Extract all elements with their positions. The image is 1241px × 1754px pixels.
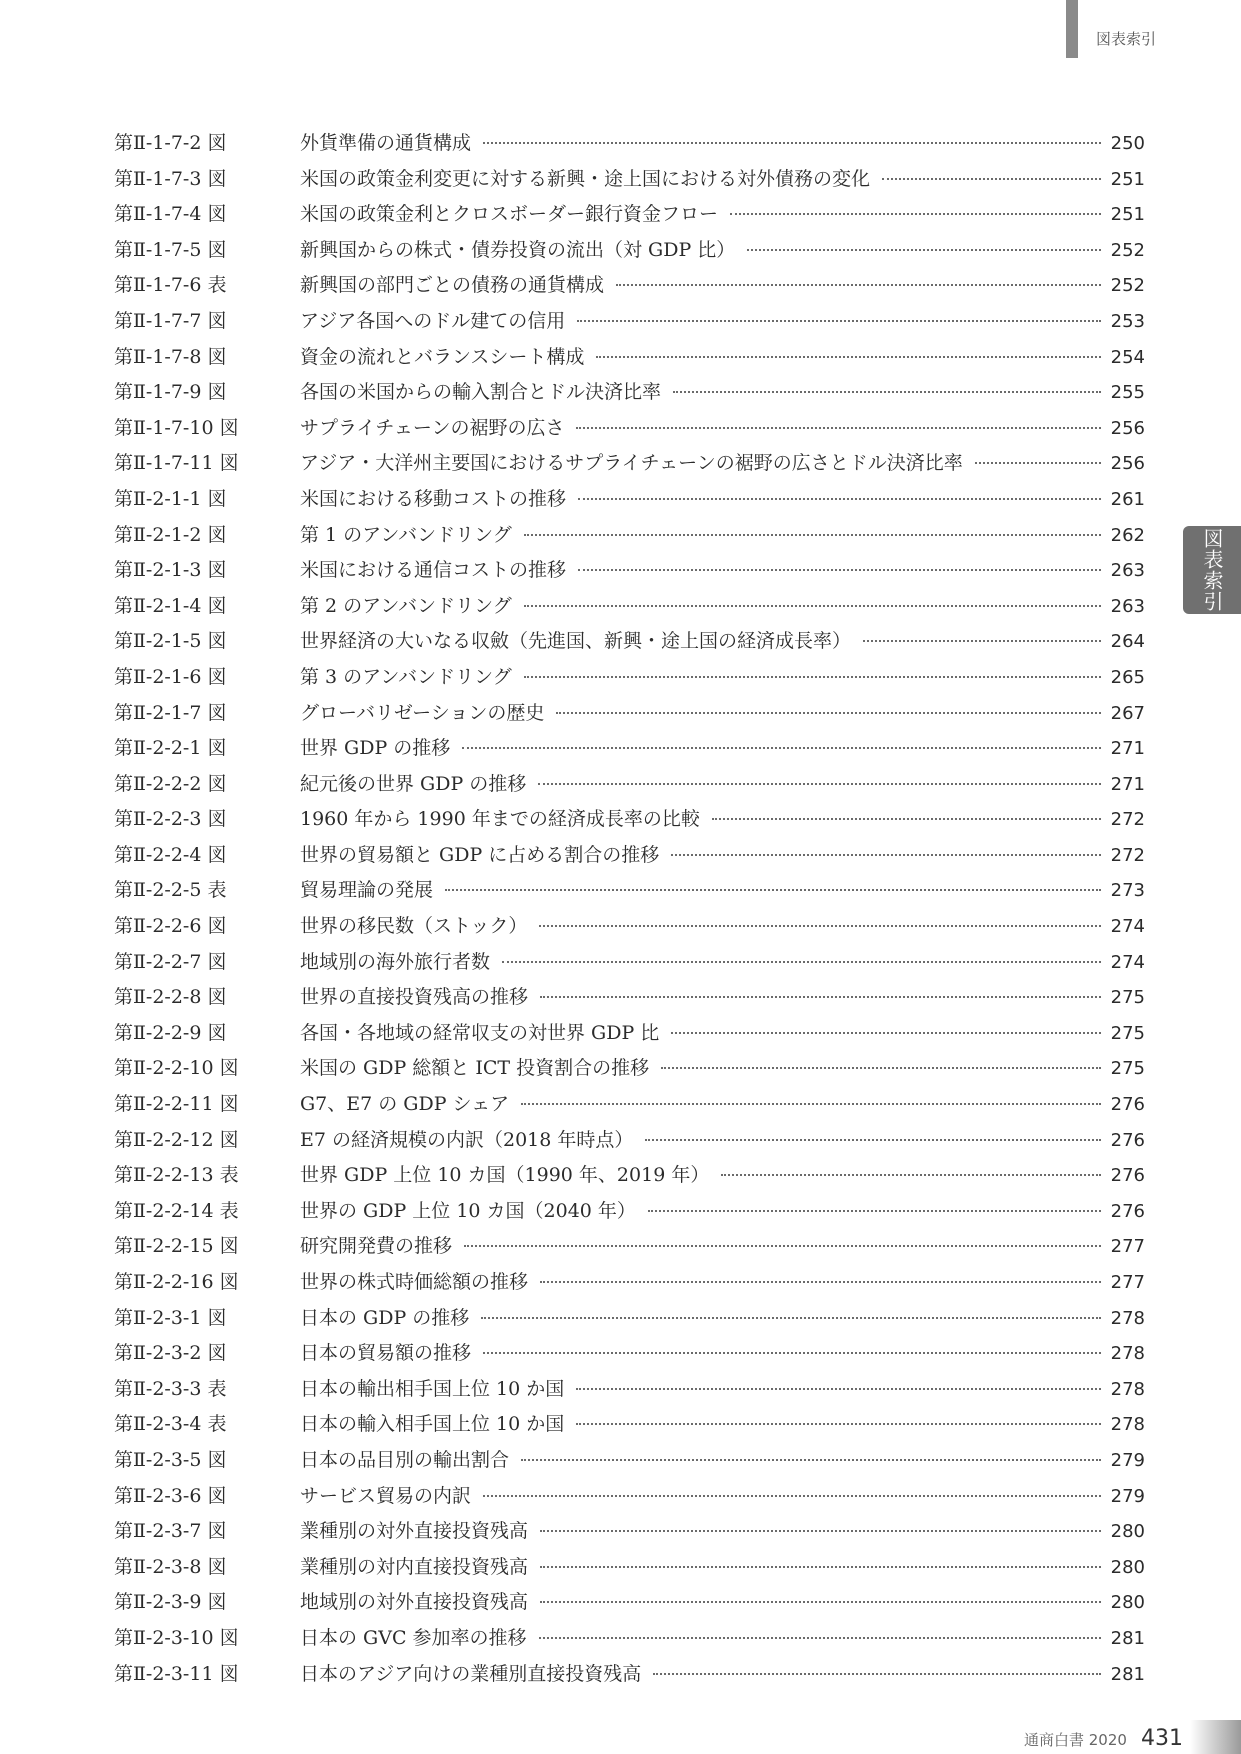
leader-dots: [540, 1601, 1101, 1603]
entry-page-number: 256: [1110, 417, 1145, 439]
entry-id: 第Ⅱ-2-2-4 図: [114, 843, 227, 866]
entry-title: 業種別の対外直接投資残高: [300, 1520, 529, 1543]
entry-page-number: 274: [1110, 951, 1145, 973]
entry-page-number: 278: [1110, 1343, 1145, 1365]
entry-id: 第Ⅱ-1-7-5 図: [114, 238, 227, 261]
entry-id: 第Ⅱ-1-7-3 図: [114, 167, 227, 190]
entry-id: 第Ⅱ-1-7-11 図: [114, 452, 239, 475]
leader-dots: [521, 1459, 1101, 1461]
leader-dots: [576, 427, 1100, 429]
leader-dots: [721, 1174, 1100, 1176]
toc-entry[interactable]: [114, 1196, 1145, 1232]
entry-id: 第Ⅱ-2-2-15 図: [114, 1235, 239, 1258]
entry-id: 第Ⅱ-2-2-8 図: [114, 986, 227, 1009]
entry-id: 第Ⅱ-2-2-7 図: [114, 950, 227, 973]
entry-page-number: 278: [1110, 1307, 1145, 1329]
entry-page-number: 279: [1110, 1485, 1145, 1507]
entry-title: 貿易理論の発展: [300, 879, 434, 902]
leader-dots: [712, 818, 1101, 820]
leader-dots: [661, 1067, 1101, 1069]
toc-entry[interactable]: [114, 1053, 1145, 1089]
entry-id: 第Ⅱ-2-3-7 図: [114, 1520, 227, 1543]
entry-id: 第Ⅱ-2-2-3 図: [114, 808, 227, 831]
toc-entry[interactable]: [114, 626, 1145, 662]
entry-title: 第 3 のアンバンドリング: [300, 665, 512, 688]
entry-title: 紀元後の世界 GDP の推移: [300, 772, 527, 795]
toc-entry[interactable]: [114, 306, 1145, 342]
leader-dots: [648, 1210, 1101, 1212]
entry-id: 第Ⅱ-2-2-16 図: [114, 1271, 239, 1293]
entry-title: 世界 GDP 上位 10 カ国（1990 年、2019 年）: [300, 1164, 710, 1187]
entry-title: 研究開発費の推移: [300, 1235, 453, 1258]
footer-page-number: 431: [1140, 1726, 1183, 1751]
entry-page-number: 271: [1110, 738, 1145, 760]
entry-id: 第Ⅱ-2-1-2 図: [114, 523, 227, 546]
leader-dots: [462, 747, 1100, 749]
entry-page-number: 263: [1110, 595, 1145, 617]
side-index-tab-label: 図表索引: [1200, 528, 1224, 612]
entry-page-number: 277: [1110, 1272, 1145, 1293]
entry-page-number: 252: [1110, 239, 1145, 261]
entry-title: 地域別の海外旅行者数: [300, 950, 491, 973]
entry-title: 世界の貿易額と GDP に占める割合の推移: [300, 843, 660, 866]
entry-id: 第Ⅱ-2-1-7 図: [114, 701, 227, 724]
entry-title: サプライチェーンの裾野の広さ: [300, 416, 565, 439]
entry-page-number: 255: [1110, 382, 1145, 404]
entry-id: 第Ⅱ-2-3-9 図: [114, 1591, 227, 1614]
entry-id: 第Ⅱ-1-7-4 図: [114, 203, 227, 226]
entry-id: 第Ⅱ-1-7-9 図: [114, 381, 227, 404]
entry-title: 米国の GDP 総額と ICT 投資割合の推移: [300, 1057, 650, 1080]
entry-page-number: 267: [1110, 702, 1145, 724]
entry-page-number: 278: [1110, 1378, 1145, 1400]
entry-page-number: 261: [1110, 488, 1145, 510]
leader-dots: [576, 1423, 1100, 1425]
toc-entry[interactable]: [114, 1516, 1145, 1552]
toc-entry[interactable]: [114, 199, 1145, 235]
entry-title: アジア各国へのドル建ての信用: [300, 309, 566, 332]
entry-title: 第 1 のアンバンドリング: [300, 523, 512, 546]
entry-title: 日本の GVC 参加率の推移: [300, 1626, 527, 1649]
leader-dots: [671, 854, 1100, 856]
toc-entry[interactable]: [114, 1018, 1145, 1054]
leader-dots: [540, 1566, 1101, 1568]
leader-dots: [540, 996, 1101, 998]
leader-dots: [524, 605, 1101, 607]
leader-dots: [483, 1495, 1101, 1497]
entry-title: 米国における移動コストの推移: [300, 487, 567, 510]
entry-id: 第Ⅱ-1-7-7 図: [114, 309, 227, 332]
entry-page-number: 271: [1110, 773, 1145, 795]
toc-entry[interactable]: [114, 1481, 1145, 1517]
side-index-tab[interactable]: [1183, 526, 1241, 614]
entry-title: 日本の輸出相手国上位 10 か国: [300, 1377, 565, 1400]
toc-entry[interactable]: [114, 270, 1145, 306]
entry-id: 第Ⅱ-2-1-4 図: [114, 594, 227, 617]
toc-entry[interactable]: [114, 448, 1145, 484]
entry-page-number: 251: [1110, 204, 1145, 226]
toc-entry[interactable]: [114, 555, 1145, 591]
entry-page-number: 277: [1110, 1236, 1145, 1258]
entry-page-number: 276: [1110, 1094, 1145, 1116]
page-footer: [1024, 1726, 1183, 1751]
entry-id: 第Ⅱ-2-3-3 表: [114, 1377, 227, 1400]
entry-title: E7 の経済規模の内訳（2018 年時点）: [300, 1128, 634, 1151]
leader-dots: [540, 1530, 1101, 1532]
entry-title: G7、E7 の GDP シェア: [300, 1093, 510, 1116]
leader-dots: [556, 712, 1100, 714]
toc-entry[interactable]: [114, 1089, 1145, 1125]
entry-page-number: 263: [1110, 560, 1145, 582]
toc-entry[interactable]: [114, 1160, 1145, 1196]
entry-page-number: 278: [1110, 1414, 1145, 1436]
toc-entry[interactable]: [114, 520, 1145, 556]
toc-entry[interactable]: [114, 1125, 1145, 1161]
footer-accent-bar: [1190, 1720, 1241, 1754]
entry-title: 各国・各地域の経常収支の対世界 GDP 比: [300, 1021, 660, 1044]
entry-page-number: 275: [1110, 987, 1145, 1009]
leader-dots: [747, 249, 1100, 251]
entry-page-number: 252: [1110, 275, 1145, 297]
entry-page-number: 253: [1110, 310, 1145, 332]
leader-dots: [539, 1637, 1101, 1639]
entry-title: 日本のアジア向けの業種別直接投資残高: [300, 1662, 642, 1685]
leader-dots: [483, 1352, 1101, 1354]
entry-title: 地域別の対外直接投資残高: [300, 1591, 529, 1614]
entry-page-number: 264: [1110, 631, 1145, 653]
entry-title: 各国の米国からの輸入割合とドル決済比率: [300, 381, 662, 404]
entry-id: 第Ⅱ-2-2-14 表: [114, 1199, 239, 1222]
leader-dots: [671, 1032, 1100, 1034]
entry-title: 世界の GDP 上位 10 カ国（2040 年）: [300, 1199, 636, 1222]
entry-title: 世界 GDP の推移: [300, 737, 451, 760]
entry-page-number: 276: [1110, 1129, 1145, 1151]
entry-page-number: 265: [1110, 666, 1145, 688]
entry-title: 世界経済の大いなる収斂（先進国、新興・途上国の経済成長率）: [300, 630, 852, 653]
leader-dots: [578, 569, 1101, 571]
entry-id: 第Ⅱ-2-1-6 図: [114, 665, 227, 688]
entry-id: 第Ⅱ-2-2-9 図: [114, 1021, 227, 1044]
entry-id: 第Ⅱ-2-3-10 図: [114, 1626, 239, 1649]
leader-dots: [540, 1281, 1101, 1283]
toc-entry[interactable]: [114, 1659, 1145, 1695]
entry-title: 新興国からの株式・債券投資の流出（対 GDP 比）: [300, 238, 736, 261]
entry-id: 第Ⅱ-2-2-2 図: [114, 772, 227, 795]
leader-dots: [577, 320, 1100, 322]
entry-id: 第Ⅱ-2-3-11 図: [114, 1662, 239, 1685]
entry-id: 第Ⅱ-2-3-8 図: [114, 1555, 227, 1578]
entry-title: 米国の政策金利とクロスボーダー銀行資金フロー: [300, 203, 719, 226]
entry-id: 第Ⅱ-2-3-5 図: [114, 1448, 227, 1471]
entry-page-number: 280: [1110, 1556, 1145, 1578]
entry-id: 第Ⅱ-2-2-6 図: [114, 915, 227, 938]
toc-entry[interactable]: [114, 377, 1145, 413]
leader-dots: [502, 961, 1101, 963]
toc-entry[interactable]: [114, 1267, 1145, 1303]
leader-dots: [975, 462, 1101, 464]
entry-page-number: 251: [1110, 168, 1145, 190]
entry-page-number: 275: [1110, 1058, 1145, 1080]
entry-page-number: 276: [1110, 1165, 1145, 1187]
leader-dots: [538, 783, 1100, 785]
leader-dots: [730, 213, 1101, 215]
entry-id: 第Ⅱ-2-2-10 図: [114, 1057, 239, 1080]
leader-dots: [882, 178, 1101, 180]
entry-title: 新興国の部門ごとの債務の通貨構成: [300, 274, 605, 297]
toc-entry[interactable]: [114, 1231, 1145, 1267]
entry-page-number: 281: [1110, 1663, 1145, 1685]
leader-dots: [576, 1388, 1100, 1390]
entry-title: 世界の直接投資残高の推移: [300, 986, 529, 1009]
entry-page-number: 262: [1110, 524, 1145, 546]
entry-title: 世界の株式時価総額の推移: [300, 1271, 529, 1293]
entry-id: 第Ⅱ-2-2-13 表: [114, 1164, 239, 1187]
entry-page-number: 274: [1110, 916, 1145, 938]
toc-entry[interactable]: [114, 1409, 1145, 1445]
entry-id: 第Ⅱ-2-3-6 図: [114, 1484, 227, 1507]
entry-id: 第Ⅱ-2-3-2 図: [114, 1342, 227, 1365]
figure-index-list: [114, 128, 1145, 1694]
leader-dots: [464, 1245, 1101, 1247]
toc-entry[interactable]: [114, 1552, 1145, 1588]
entry-title: 日本の輸入相手国上位 10 か国: [300, 1413, 565, 1436]
leader-dots: [483, 142, 1101, 144]
entry-id: 第Ⅱ-1-7-8 図: [114, 345, 227, 368]
toc-entry[interactable]: [114, 804, 1145, 840]
toc-entry[interactable]: [114, 1303, 1145, 1339]
entry-title: アジア・大洋州主要国におけるサプライチェーンの裾野の広さとドル決済比率: [300, 452, 963, 475]
toc-entry[interactable]: [114, 413, 1145, 449]
entry-page-number: 256: [1110, 453, 1145, 475]
leader-dots: [524, 676, 1101, 678]
toc-entry[interactable]: [114, 733, 1145, 769]
toc-entry[interactable]: [114, 484, 1145, 520]
leader-dots: [539, 925, 1100, 927]
entry-title: 日本の品目別の輸出割合: [300, 1448, 510, 1471]
entry-page-number: 272: [1110, 844, 1145, 866]
leader-dots: [863, 640, 1101, 642]
toc-entry[interactable]: [114, 911, 1145, 947]
entry-title: グローバリゼーションの歴史: [300, 701, 545, 724]
toc-entry[interactable]: [114, 1374, 1145, 1410]
leader-dots: [481, 1317, 1100, 1319]
entry-title: 1960 年から 1990 年までの経済成長率の比較: [300, 808, 700, 831]
entry-title: 世界の移民数（ストック）: [300, 915, 528, 938]
entry-title: 日本の貿易額の推移: [300, 1342, 472, 1365]
entry-title: 米国における通信コストの推移: [300, 559, 567, 582]
leader-dots: [524, 534, 1101, 536]
footer-book-title: 通商白書 2020: [1024, 1731, 1127, 1749]
entry-id: 第Ⅱ-1-7-2 図: [114, 132, 227, 154]
entry-page-number: 250: [1110, 133, 1145, 154]
entry-title: 第 2 のアンバンドリング: [300, 594, 512, 617]
toc-entry[interactable]: [114, 235, 1145, 271]
leader-dots: [521, 1103, 1100, 1105]
toc-entry[interactable]: [114, 128, 1145, 164]
entry-page-number: 280: [1110, 1521, 1145, 1543]
leader-dots: [578, 498, 1101, 500]
header-accent-bar: [1066, 0, 1078, 58]
entry-id: 第Ⅱ-1-7-10 図: [114, 416, 239, 439]
entry-page-number: 281: [1110, 1627, 1145, 1649]
entry-id: 第Ⅱ-2-2-1 図: [114, 737, 227, 760]
leader-dots: [645, 1139, 1100, 1141]
entry-id: 第Ⅱ-2-3-1 図: [114, 1306, 227, 1329]
entry-page-number: 279: [1110, 1449, 1145, 1471]
entry-page-number: 254: [1110, 346, 1145, 368]
entry-title: 外貨準備の通貨構成: [300, 132, 472, 154]
entry-title: 米国の政策金利変更に対する新興・途上国における対外債務の変化: [300, 167, 871, 190]
entry-title: 業種別の対内直接投資残高: [300, 1555, 529, 1578]
entry-title: 日本の GDP の推移: [300, 1306, 470, 1329]
toc-entry[interactable]: [114, 947, 1145, 983]
toc-entry[interactable]: [114, 698, 1145, 734]
toc-entry[interactable]: [114, 662, 1145, 698]
entry-id: 第Ⅱ-2-2-12 図: [114, 1128, 239, 1151]
entry-id: 第Ⅱ-1-7-6 表: [114, 274, 227, 297]
entry-id: 第Ⅱ-2-1-3 図: [114, 559, 227, 582]
entry-title: 資金の流れとバランスシート構成: [300, 345, 585, 368]
entry-page-number: 272: [1110, 809, 1145, 831]
entry-id: 第Ⅱ-2-2-5 表: [114, 879, 227, 902]
toc-entry[interactable]: [114, 591, 1145, 627]
leader-dots: [673, 391, 1101, 393]
entry-id: 第Ⅱ-2-2-11 図: [114, 1093, 239, 1116]
toc-entry[interactable]: [114, 1338, 1145, 1374]
leader-dots: [653, 1673, 1100, 1675]
entry-page-number: 280: [1110, 1592, 1145, 1614]
toc-entry[interactable]: [114, 840, 1145, 876]
toc-entry[interactable]: [114, 342, 1145, 378]
toc-entry[interactable]: [114, 982, 1145, 1018]
leader-dots: [616, 284, 1101, 286]
entry-id: 第Ⅱ-2-1-5 図: [114, 630, 227, 653]
toc-entry[interactable]: [114, 875, 1145, 911]
header-section-label: 図表索引: [1096, 30, 1157, 48]
toc-entry[interactable]: [114, 1587, 1145, 1623]
entry-page-number: 273: [1110, 880, 1145, 902]
entry-page-number: 276: [1110, 1200, 1145, 1222]
entry-id: 第Ⅱ-2-3-4 表: [114, 1413, 227, 1436]
toc-entry[interactable]: [114, 769, 1145, 805]
entry-id: 第Ⅱ-2-1-1 図: [114, 487, 227, 510]
toc-entry[interactable]: [114, 1445, 1145, 1481]
toc-entry[interactable]: [114, 164, 1145, 200]
toc-entry[interactable]: [114, 1623, 1145, 1659]
leader-dots: [445, 889, 1101, 891]
entry-title: サービス貿易の内訳: [300, 1484, 472, 1507]
entry-page-number: 275: [1110, 1022, 1145, 1044]
leader-dots: [596, 356, 1100, 358]
